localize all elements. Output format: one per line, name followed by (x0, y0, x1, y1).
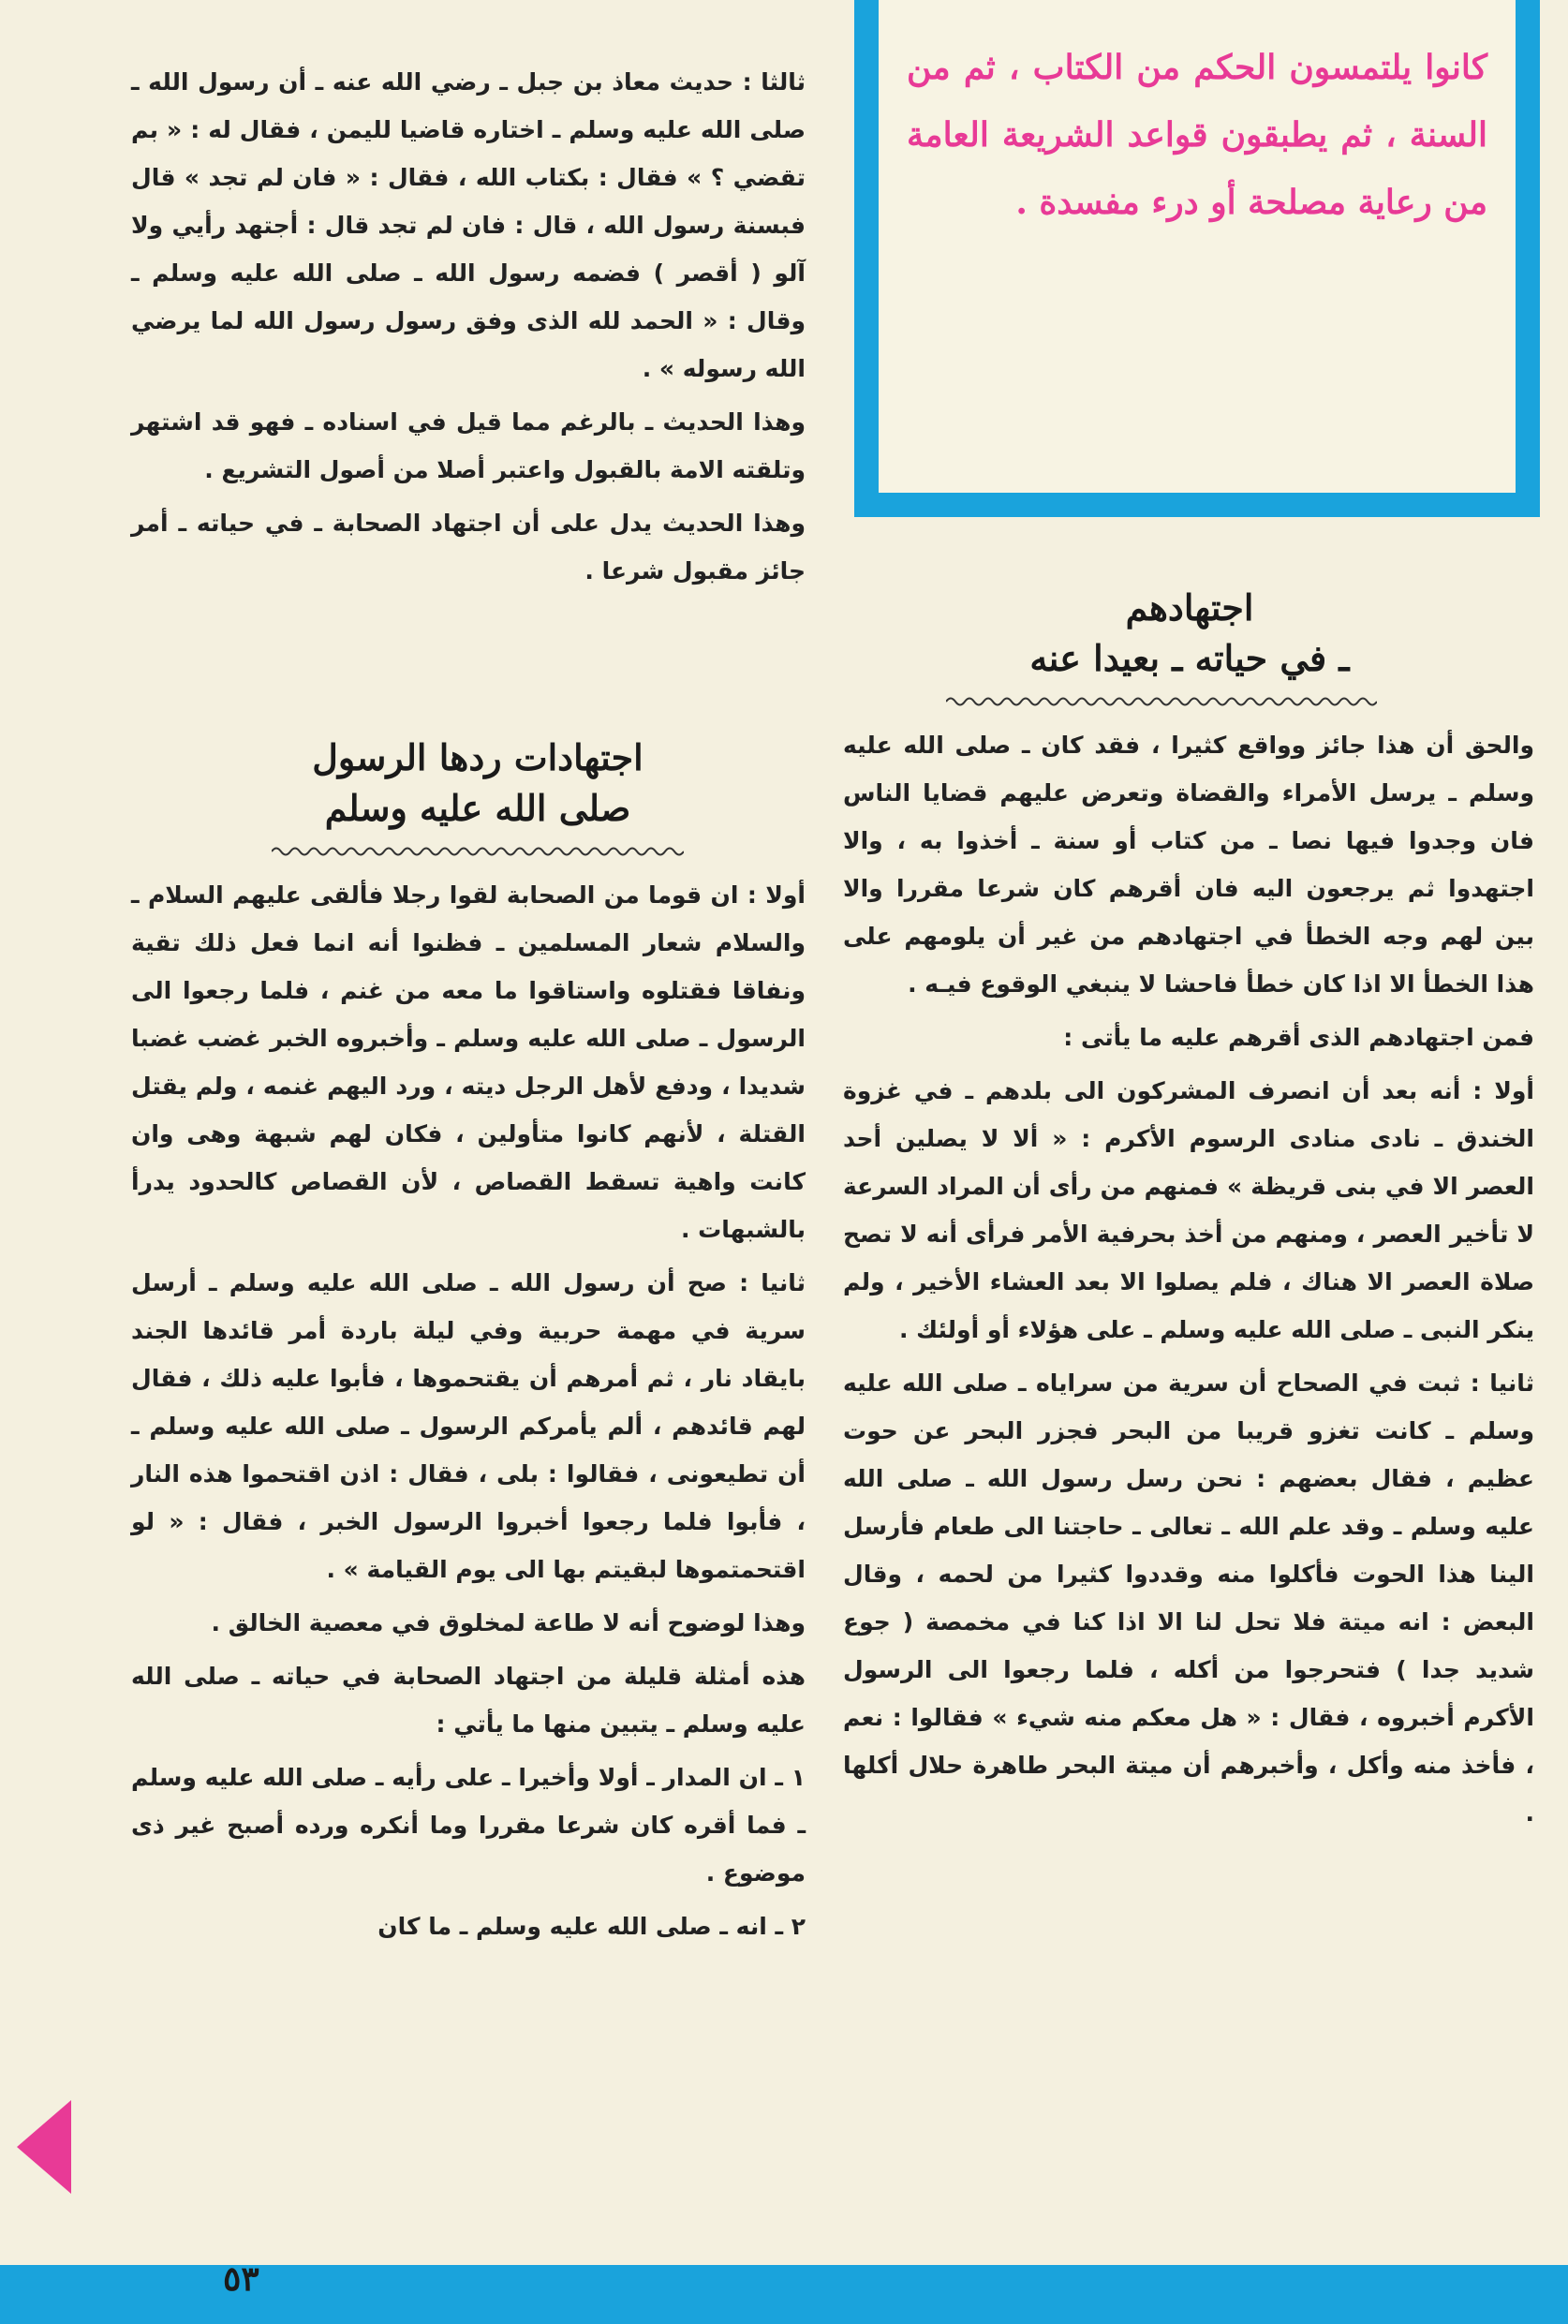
paragraph: والحق أن هذا جائز وواقع كثيرا ، فقد كان ـ صلى الله عليه وسلم ـ يرسل الأمراء والقضاة وتعرض عليهم قضايا الناس فان وجدوا فيها نصا ـ من كتاب أو سنة ـ أخذوا به ، والا اجتهدوا ثم يرجعون اليه فان أقرهم كان شرعا مقررا والا بين لهم وجه الخطأ في اجتهادهم من غير أن يلومهم على هذا الخطأ الا اذا كان خطأ فاحشا لا ينبغي الوقوع فيـه . (843, 732, 1534, 998)
continue-arrow-icon (17, 2100, 71, 2194)
paragraph: أولا : أنه بعد أن انصرف المشركون الى بلدهم ـ في غزوة الخندق ـ نادى منادى الرسوم الأكرم : « ألا لا يصلين أحد العصر الا في بنى قريظة » فمنهم من رأى أن المراد السرعة لا تأخير العصر ، ومنهم من أخذ بحرفية الأمر فرأى أنه لا تصح صلاة العصر الا هناك ، فلم يصلوا الا بعد العشاء الأخير ، ولم ينكر النبى ـ صلى الله عليه وسلم ـ على هؤلاء أو أولئك . (843, 1077, 1534, 1343)
left-column-top (131, 58, 806, 600)
section-heading-rejected-ijtihad (187, 733, 768, 834)
paragraph: هذه أمثلة قليلة من اجتهاد الصحابة في حياته ـ صلى الله عليه وسلم ـ يتبين منها ما يأتي : (131, 1663, 806, 1738)
section-heading-ijtihad (880, 583, 1499, 684)
right-column-body (843, 721, 1534, 1843)
paragraph: وهذا الحديث يدل على أن اجتهاد الصحابة ـ في حياته ـ أمر جائز مقبول شرعا . (131, 510, 806, 585)
paragraph: ١ ـ ان المدار ـ أولا وأخيرا ـ على رأيه ـ صلى الله عليه وسلم ـ فما أقره كان شرعا مقررا وما أنكره ورده أصبح غير ذى موضوع . (131, 1764, 806, 1887)
paragraph: أولا : ان قوما من الصحابة لقوا رجلا فألقى عليهم السلام ـ والسلام شعار المسلمين ـ فظنوا أنه انما فعل ذلك تقية ونفاقا فقتلوه واستاقوا ما معه من غنم ، فلما رجعوا الى الرسول ـ صلى الله عليه وسلم ـ وأخبروه الخبر غضب غضبا شديدا ، ودفع لأهل الرجل ديته ، ورد اليهم غنمه ، ولم يقتل القتلة ، لأنهم كانوا متأولين ، فكان لهم شبهة وهى وان كانت واهية تسقط القصاص ، لأن القصاص كالحدود يدرأ بالشبهات . (131, 881, 806, 1243)
section-heading-line2: ـ في حياته ـ بعيدا عنه (1029, 637, 1350, 679)
section-heading-line1: اجتهادهم (1125, 586, 1254, 629)
pull-quote-text: كانوا يلتمسون الحكم من الكتاب ، ثم من السنة ، ثم يطبقون قواعد الشريعة العامة من رعاية مصلحة أو درء مفسدة . (907, 48, 1487, 222)
paragraph: وهذا الحديث ـ بالرغم مما قيل في اسناده ـ فهو قد اشتهر وتلقته الامة بالقبول واعتبر أصلا من أصول التشريع . (131, 408, 806, 483)
paragraph: ثالثا : حديث معاذ بن جبل ـ رضي الله عنه ـ أن رسول الله ـ صلى الله عليه وسلم ـ اختاره قاضيا لليمن ، فقال له : « بم تقضي ؟ » فقال : بكتاب الله ، فقال : « فان لم تجد » قال فبسنة رسول الله ، قال : فان لم تجد قال : أجتهد رأيي ولا آلو ( أقصر ) فضمه رسول الله ـ صلى الله عليه وسلم ـ وقال : « الحمد لله الذى وفق رسول رسول الله لما يرضي الله رسوله » . (131, 68, 806, 382)
paragraph: وهذا لوضوح أنه لا طاعة لمخلوق في معصية الخالق . (211, 1609, 806, 1636)
left-column-body (131, 871, 806, 1956)
paragraph: ثانيا : صح أن رسول الله ـ صلى الله عليه وسلم ـ أرسل سرية في مهمة حربية وفي ليلة باردة أمر قائدها الجند بايقاد نار ، ثم أمرهم أن يقتحموها ، فأبوا عليه ذلك ، فقال لهم قائدهم ، ألم يأمركم الرسول ـ صلى الله عليه وسلم ـ أن تطيعونى ، فقالوا : بلى ، فقال : اذن اقتحموا هذه النار ، فأبوا فلما رجعوا أخبروا الرسول الخبر ، فقال : « لو اقتحمتموها لبقيتم بها الى يوم القيامة » . (131, 1269, 806, 1583)
section-heading-line1: اجتهادات ردها الرسول (312, 736, 643, 778)
heading-underline-wave (272, 845, 684, 858)
page-number: ٥٣ (223, 2259, 259, 2299)
heading-underline-wave (946, 695, 1377, 708)
pull-quote-box (854, 0, 1540, 517)
paragraph: ٢ ـ انه ـ صلى الله عليه وسلم ـ ما كان (377, 1913, 806, 1940)
paragraph: ثانيا : ثبت في الصحاح أن سرية من سراياه ـ صلى الله عليه وسلم ـ كانت تغزو قريبا من البحر فجزر البحر عن حوت عظيم ، فقال بعضهم : نحن رسل رسول الله ـ صلى الله عليه وسلم ـ وقد علم الله ـ تعالى ـ حاجتنا الى طعام فأرسل الينا هذا الحوت فأكلوا منه وقددوا كثيرا من لحمه ، وقال البعض : انه ميتة فلا تحل لنا الا اذا كنا في مخمصة ( جوع شديد جدا ) فتحرجوا من أكله ، فلما رجعوا الى الرسول الأكرم أخبروه ، فقال : « هل معكم منه شيء » فقالوا : نعم ، فأخذ منه وأكل ، وأخبرهم أن ميتة البحر طاهرة حلال أكلها . (843, 1369, 1534, 1827)
section-heading-line2: صلى الله عليه وسلم (324, 787, 631, 829)
paragraph: فمن اجتهادهم الذى أقرهم عليه ما يأتى : (1063, 1024, 1534, 1051)
